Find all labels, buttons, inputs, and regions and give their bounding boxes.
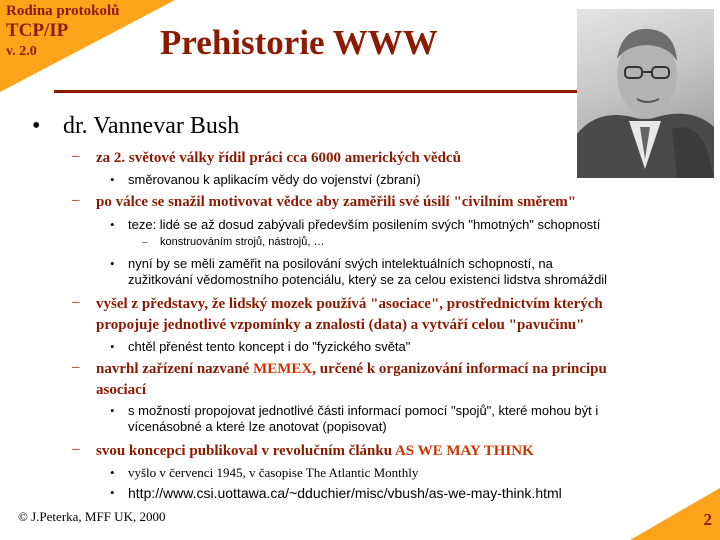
sub-bullet-physical-world: chtěl přenést tento koncept i do "fyzického světa" xyxy=(128,339,411,354)
bullet-wartime: za 2. světové války řídil práci cca 6000 amerických vědců xyxy=(96,150,461,166)
bullet-memex: navrhl zařízení nazvané MEMEX, určené k organizování informací na principu asociací xyxy=(96,361,607,398)
sub-bullet-links: s možností propojovat jednotlivé části informací pomocí "spojů", které mohou být i vícenásobné a které lze anotovat (popisovat) xyxy=(128,403,599,434)
dot-marker: • xyxy=(110,403,115,418)
dot-marker: • xyxy=(110,465,115,480)
footer-copyright: © J.Peterka, MFF UK, 2000 xyxy=(18,509,166,524)
sub-bullet-thesis: teze: lidé se až dosud zabývali především posilením svých "hmotných" schopností xyxy=(128,217,601,232)
dot-marker: • xyxy=(110,217,115,232)
dot-marker: • xyxy=(110,172,115,187)
dot-marker: • xyxy=(110,485,115,500)
sub-bullet-military: směrovanou k aplikacím vědy do vojenství (zbraní) xyxy=(128,172,421,187)
sub-bullet-published: vyšlo v červenci 1945, v časopise The Atlantic Monthly xyxy=(128,465,419,480)
sub-bullet-intellect: nyní by se měli zaměřit na posilování svých intelektuálních schopností, na zužitkování vědomostního potenciálu, který se za celou existenci lidstva shromáždil xyxy=(128,256,608,287)
main-bullet: • dr. Vannevar Bush xyxy=(32,113,240,139)
dash-marker: – xyxy=(72,148,80,164)
article-title-highlight: AS WE MAY THINK xyxy=(394,443,534,459)
series-protocol: TCP/IP xyxy=(6,20,69,41)
dash-marker: – xyxy=(72,192,80,208)
dot-marker: • xyxy=(110,339,115,354)
bullet-associations: vyšel z představy, že lidský mozek používá "asociace", prostřednictvím kterých propojuje jednotlivé vzpomínky a znalosti (data) a vytváří celou "pavučinu" xyxy=(96,296,603,333)
dash-marker: – xyxy=(72,441,80,457)
bullet-publication: svou koncepci publikoval v revolučním článku AS WE MAY THINK xyxy=(96,443,534,459)
bullet-dot: • xyxy=(32,113,41,139)
bullet-postwar: po válce se snažil motivovat vědce aby zaměřili své úsilí "civilním směrem" xyxy=(96,194,577,210)
article-url-link[interactable]: http://www.csi.uottawa.ca/~dduchier/misc/vbush/as-we-may-think.html xyxy=(128,485,562,501)
sub-sub-bullet-tools: konstruováním strojů, nástrojů, … xyxy=(160,236,325,248)
title-underline xyxy=(54,90,579,93)
memex-highlight: MEMEX xyxy=(253,361,313,377)
page-number: 2 xyxy=(703,510,712,529)
dash-marker: – xyxy=(72,294,80,310)
dash-marker: – xyxy=(142,236,148,248)
series-name: Rodina protokolů xyxy=(6,3,120,19)
slide-title: Prehistorie WWW xyxy=(160,23,438,62)
dot-marker: • xyxy=(110,256,115,271)
dash-marker: – xyxy=(72,359,80,375)
series-version: v. 2.0 xyxy=(6,44,37,59)
